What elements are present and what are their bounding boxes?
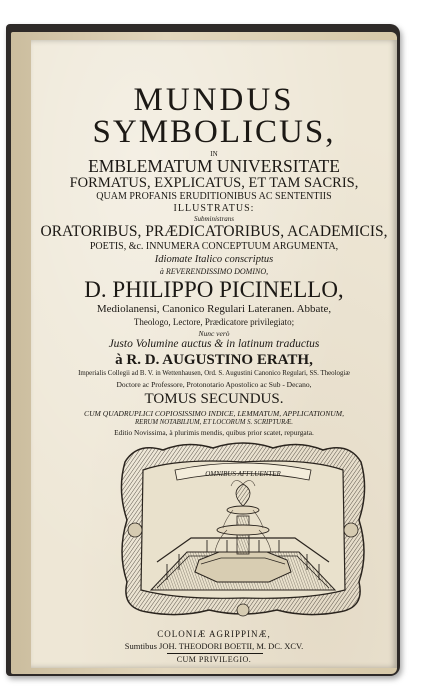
line-doctore: Doctore ac Professore, Protonotario Apostolico ac Sub - Decano, [116,380,312,389]
line-poetis: POETIS, &c. INNUMERA CONCEPTUUM ARGUMENTA, [89,241,339,252]
line-theologo: Theologo, Lectore, Prædicatore privilegiato; [133,317,295,327]
title-line-1: MUNDUS [133,82,295,118]
line-editio: Editio Novissima, à plurimis mendis, quibus prior scatet, repurgata. [114,428,314,437]
line-mediolanensi: Mediolanensi, Canonico Regulari Lateranen. Abbate, [96,303,332,315]
line-subministrans: Subministrans [193,215,235,223]
line-reverendissimo: à REVERENDISSIMO DOMINO, [159,267,269,276]
author-name: D. PHILIPPO PICINELLO, [84,277,344,302]
line-idiomate: Idiomate Italico conscriptus [154,254,274,265]
title-line-2: SYMBOLICUS, [92,114,336,150]
line-nunc-vero: Nunc verò [198,329,230,338]
title-in: IN [210,150,218,158]
privilege-line: CUM PRIVILEGIO. [176,655,252,664]
line-formatus: FORMATUS, EXPLICATUS, ET TAM SACRIS, [69,175,359,191]
imprint-publisher: Sumtibus JOH. THEODORI BOETII, M. DC. XCV. [124,641,304,651]
line-justo-volumine: Justo Volumine auctus & in latinum traductus [108,338,320,350]
line-cum-quadruplici: CUM QUADRUPLICI COPIOSISSIMO INDICE, LEMMATUM, APPLICATIONUM, [84,409,344,418]
title-page [31,40,397,668]
line-imperialis: Imperialis Collegii ad B. V. in Wettenhausen, Ord. S. Augustini Canonico Regulari, SS. Theologiæ [78,370,350,377]
line-illustratus: ILLUSTRATUS: [173,203,255,214]
emblem-fountain-engraving [117,440,369,618]
line-oratoribus: ORATORIBUS, PRÆDICATORIBUS, ACADEMICIS, [40,223,388,240]
line-quam: QUAM PROFANIS ERUDITIONIBUS AC SENTENTIIS [96,191,332,202]
vignette-motto: OMNIBUS AFFLUENTER [205,470,281,478]
tomus-secundus: TOMUS SECUNDUS. [144,391,284,407]
imprint-rule [167,653,263,654]
line-rerum: RERUM NOTABILIUM, ET LOCORUM S. SCRIPTURÆ. [135,419,293,426]
translator-name: à R. D. AUGUSTINO ERATH, [115,352,313,368]
imprint-city: COLONIÆ AGRIPPINÆ, [157,629,271,639]
line-emblematum: EMBLEMATUM UNIVERSITATE [88,156,340,176]
book [6,24,400,676]
